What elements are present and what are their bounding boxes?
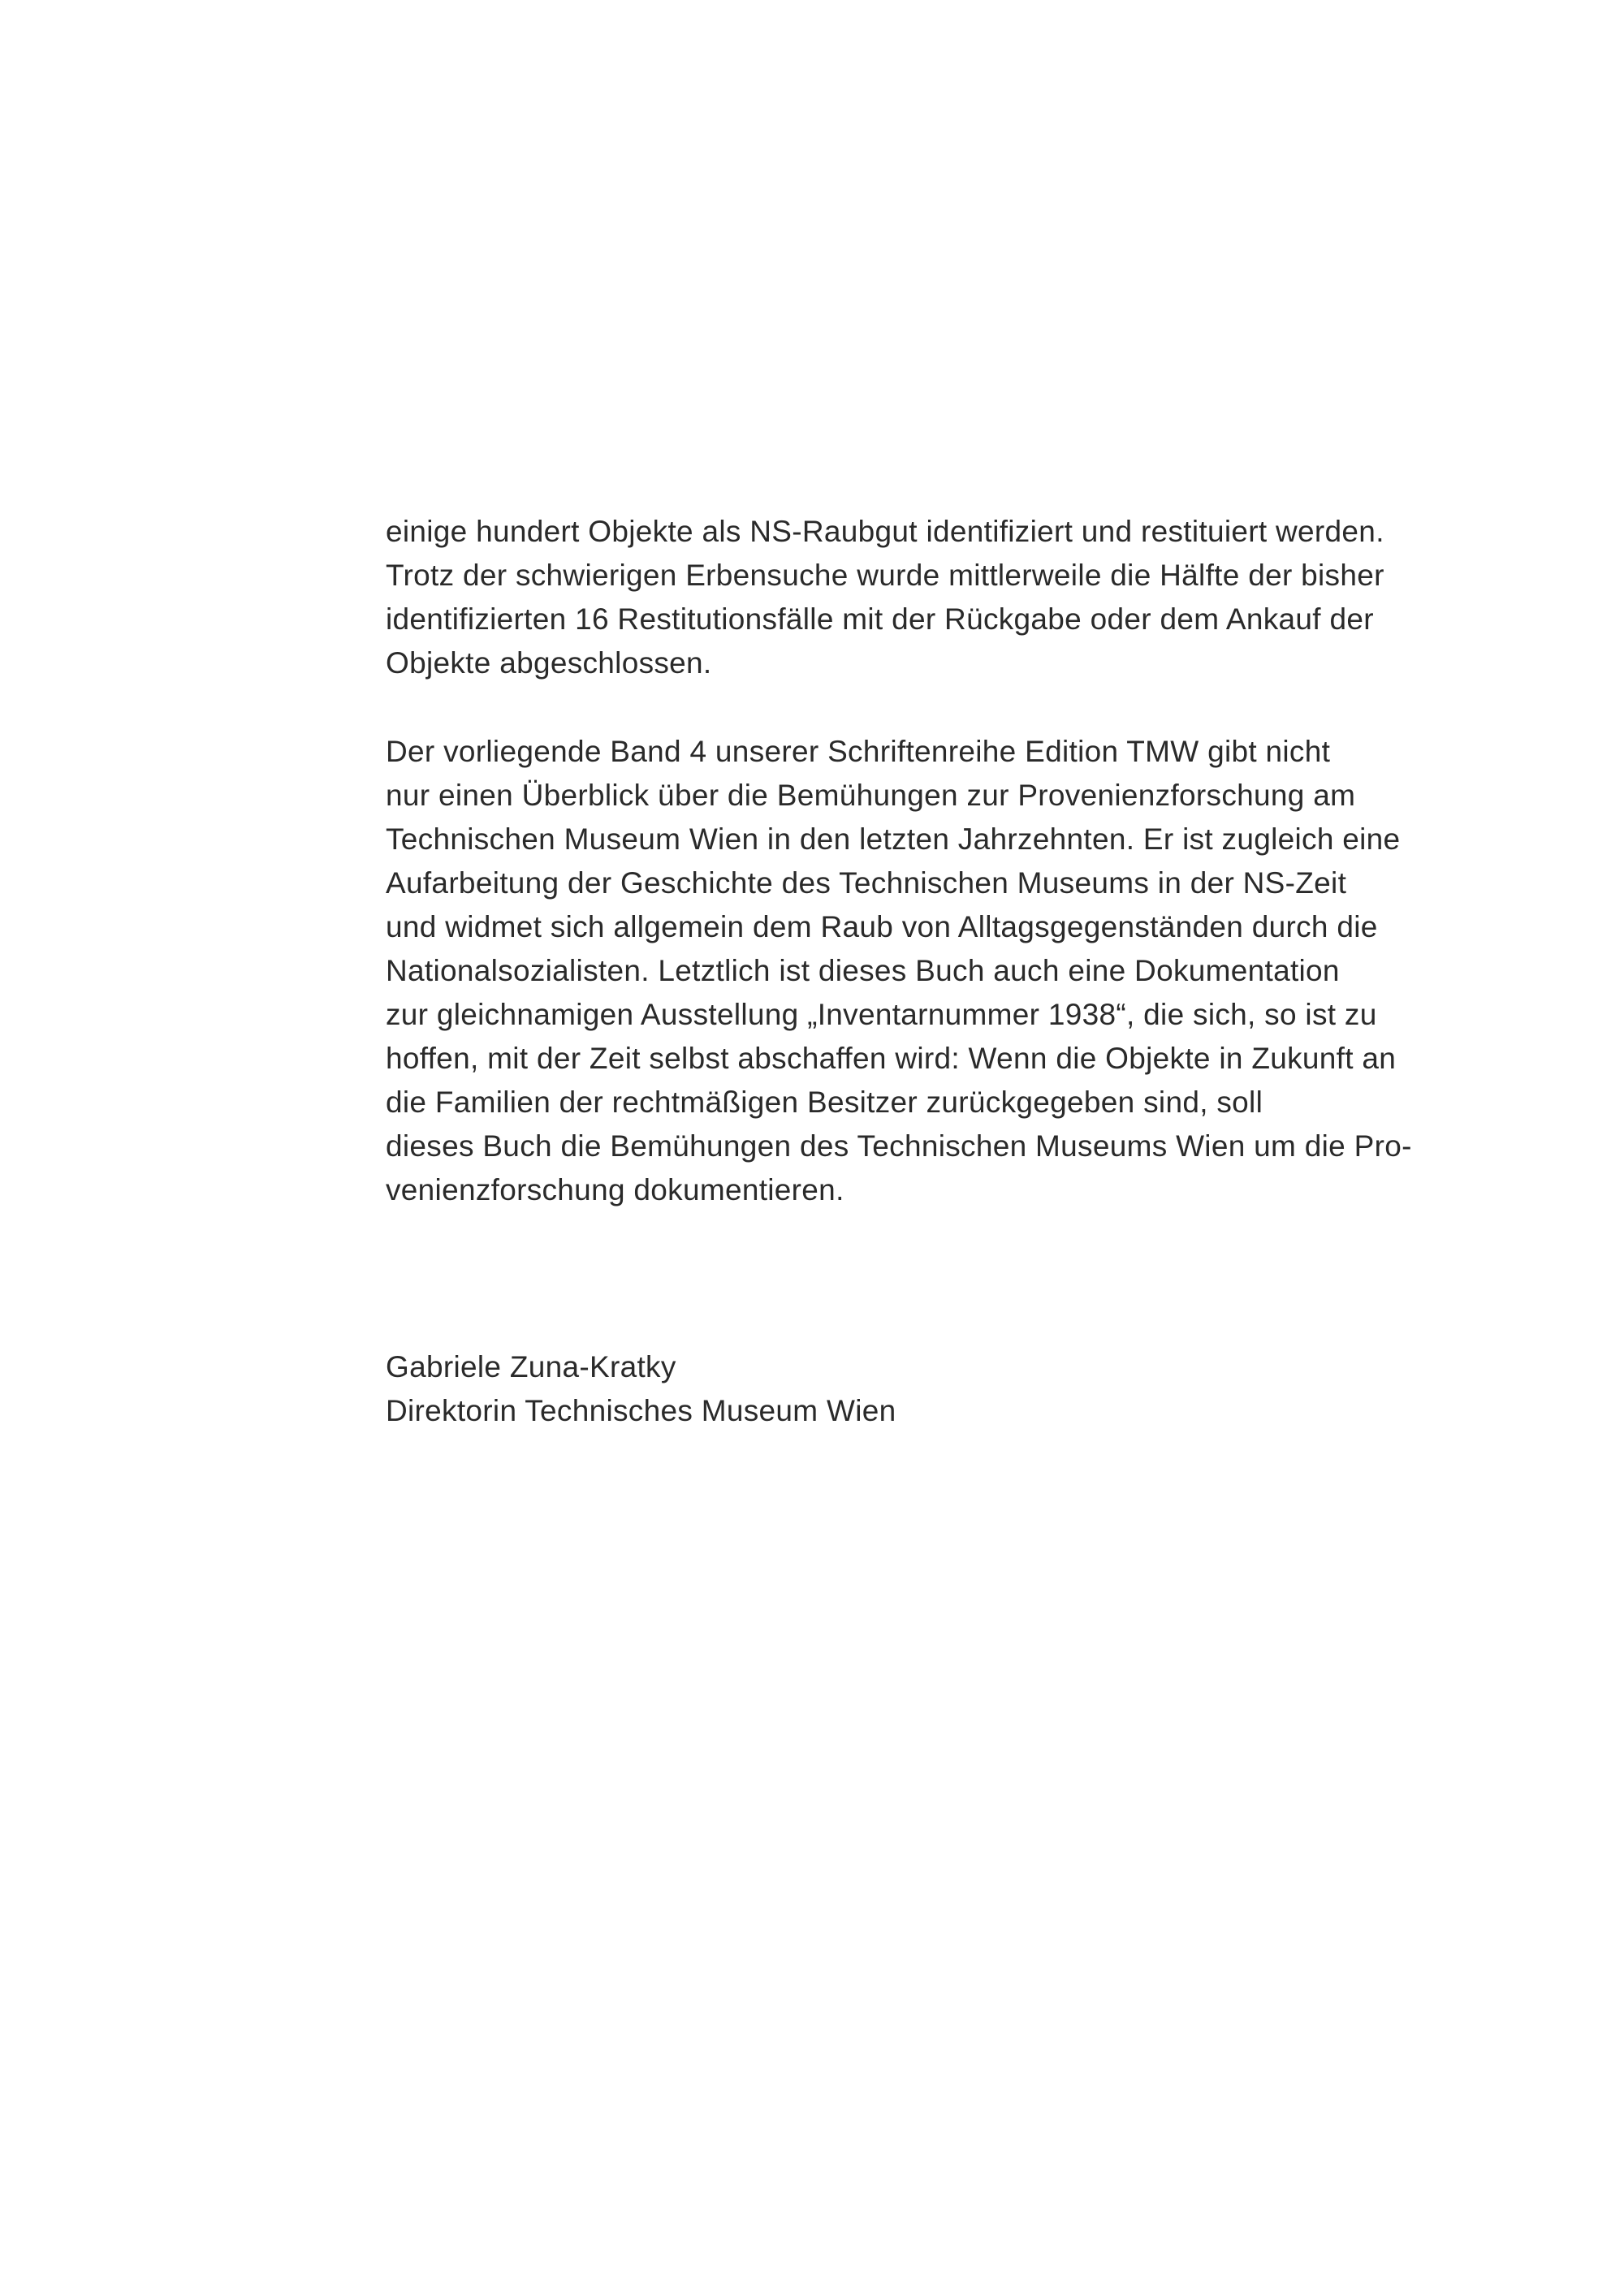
text-line: identifizierten 16 Restitutionsfälle mit der Rückgabe oder dem Ankauf der	[386, 602, 1374, 636]
text-line: dieses Buch die Bemühungen des Technischen Museums Wien um die Pro-	[386, 1129, 1412, 1163]
text-line: und widmet sich allgemein dem Raub von Alltagsgegenständen durch die	[386, 910, 1378, 943]
text-line: Aufarbeitung der Geschichte des Technischen Museums in der NS-Zeit	[386, 866, 1347, 900]
text-line: einige hundert Objekte als NS-Raubgut identifiziert und restituiert werden.	[386, 515, 1384, 548]
text-line: Nationalsozialisten. Letztlich ist dieses Buch auch eine Dokumentation	[386, 954, 1340, 987]
signature-block	[386, 1345, 896, 1433]
text-line: die Familien der rechtmäßigen Besitzer zurückgegeben sind, soll	[386, 1086, 1263, 1119]
text-line: hoffen, mit der Zeit selbst abschaffen wird: Wenn die Objekte in Zukunft an	[386, 1042, 1397, 1075]
signature-title: Direktorin Technisches Museum Wien	[386, 1394, 896, 1427]
text-line: Technischen Museum Wien in den letzten Jahrzehnten. Er ist zugleich eine	[386, 822, 1401, 856]
paragraph-2	[386, 730, 1412, 1212]
text-line: zur gleichnamigen Ausstellung „Inventarnummer 1938“, die sich, so ist zu	[386, 998, 1377, 1031]
signature-name: Gabriele Zuna-Kratky	[386, 1350, 676, 1383]
text-line: Trotz der schwierigen Erbensuche wurde mittlerweile die Hälfte der bisher	[386, 559, 1384, 592]
paragraph-1	[386, 510, 1384, 685]
text-line: venienzforschung dokumentieren.	[386, 1173, 844, 1206]
text-line: nur einen Überblick über die Bemühungen zur Provenienzforschung am	[386, 779, 1356, 812]
text-line: Der vorliegende Band 4 unserer Schriftenreihe Edition TMW gibt nicht	[386, 735, 1331, 768]
text-line: Objekte abgeschlossen.	[386, 646, 712, 680]
